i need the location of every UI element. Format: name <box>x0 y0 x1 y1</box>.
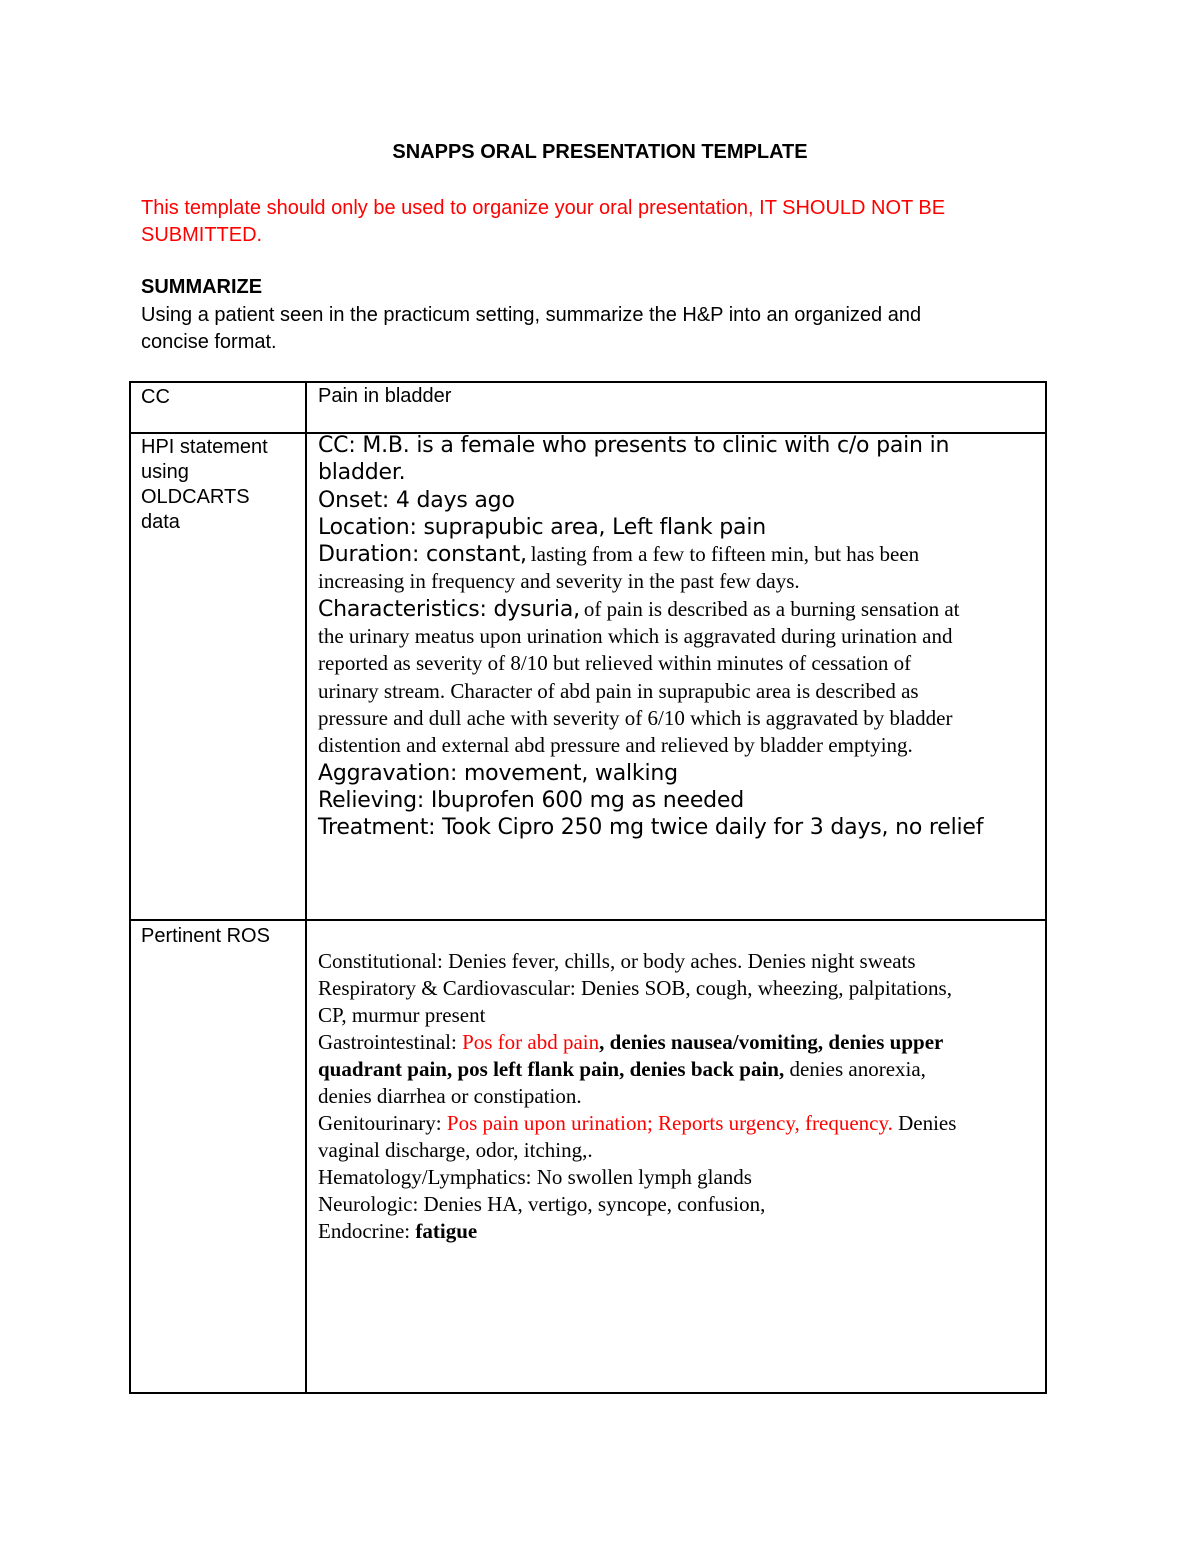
ros-respiratory: CP, murmur present <box>318 1003 486 1027</box>
hpi-duration <box>318 541 1048 568</box>
hpi-cc-line: CC: M.B. is a female who presents to clinic with c/o pain in <box>318 433 950 458</box>
hpi-aggravation: Aggravation: movement, walking <box>318 760 678 786</box>
section-description <box>141 302 1021 356</box>
description-line: Using a patient seen in the practicum setting, summarize the H&P into an organized and <box>141 304 922 326</box>
table-border-left <box>129 381 131 1394</box>
ros-gi-text: denies anorexia, <box>784 1057 926 1081</box>
ros-constitutional: Constitutional: Denies fever, chills, or body aches. Denies night sweats <box>318 949 916 973</box>
hpi-label-line: data <box>141 511 180 533</box>
hpi-label <box>141 435 268 535</box>
ros-gu-positive: Pos pain upon urination; Reports urgency, frequency. <box>446 1111 893 1135</box>
description-line: concise format. <box>141 331 277 353</box>
ros-respiratory: Respiratory & Cardiovascular: Denies SOB, cough, wheezing, palpitations, <box>318 976 952 1000</box>
hpi-characteristics-text: reported as severity of 8/10 but relieved within minutes of cessation of <box>318 651 912 676</box>
hpi-characteristics <box>318 596 1048 623</box>
ros-label: Pertinent ROS <box>141 925 270 947</box>
ros-gi-positive: Pos for abd pain <box>462 1030 600 1054</box>
hpi-treatment: Treatment: Took Cipro 250 mg twice daily for 3 days, no relief <box>318 815 984 841</box>
hpi-relieving: Relieving: Ibuprofen 600 mg as needed <box>318 787 745 813</box>
hpi-duration-label: Duration: constant, <box>318 542 527 568</box>
hpi-onset: Onset: 4 days ago <box>318 487 515 513</box>
ros-gastrointestinal <box>318 1056 1048 1083</box>
ros-genitourinary: vaginal discharge, odor, itching,. <box>318 1138 593 1162</box>
ros-gu-text: Denies <box>892 1111 957 1135</box>
hpi-characteristics-text: distention and external abd pressure and relieved by bladder emptying. <box>318 733 913 758</box>
ros-neurologic: Neurologic: Denies HA, vertigo, syncope, confusion, <box>318 1192 766 1216</box>
ros-gu-label: Genitourinary: <box>318 1111 447 1135</box>
section-heading-summarize: SUMMARIZE <box>141 276 263 298</box>
warning-line: SUBMITTED. <box>141 224 263 246</box>
hpi-cc-line: bladder. <box>318 460 406 486</box>
ros-genitourinary <box>318 1110 1048 1137</box>
warning-note <box>141 195 1041 249</box>
hpi-characteristics-text: urinary stream. Character of abd pain in suprapubic area is described as <box>318 678 919 703</box>
ros-gi-findings: quadrant pain, pos left flank pain, denies back pain, <box>318 1057 785 1081</box>
table-border-bottom <box>129 1392 1047 1394</box>
cc-label: CC <box>141 386 170 408</box>
ros-gi-findings: , denies nausea/vomiting, denies upper <box>599 1030 944 1054</box>
hpi-label-line: HPI statement <box>141 436 268 458</box>
ros-hematology: Hematology/Lymphatics: No swollen lymph glands <box>318 1165 752 1189</box>
page-title: SNAPPS ORAL PRESENTATION TEMPLATE <box>392 141 808 163</box>
hpi-characteristics-label: Characteristics: dysuria, <box>318 596 580 622</box>
ros-endocrine <box>318 1218 1048 1245</box>
ros-content <box>318 948 1048 1245</box>
ros-gastrointestinal: denies diarrhea or constipation. <box>318 1084 582 1108</box>
hpi-characteristics-text: of pain is described as a burning sensation at <box>583 596 960 621</box>
hpi-duration-text: lasting from a few to fifteen min, but has been <box>530 542 920 567</box>
cc-value: Pain in bladder <box>318 385 452 407</box>
hpi-characteristics-text: the urinary meatus upon urination which is aggravated during urination and <box>318 624 953 649</box>
table-row-divider <box>129 919 1047 921</box>
ros-gi-label: Gastrointestinal: <box>318 1030 463 1054</box>
hpi-label-line: OLDCARTS <box>141 486 250 508</box>
hpi-location: Location: suprapubic area, Left flank pain <box>318 514 766 540</box>
hpi-characteristics-text: pressure and dull ache with severity of 6/10 which is aggravated by bladder <box>318 705 953 730</box>
ros-endocrine-label: Endocrine: <box>318 1219 416 1243</box>
hpi-duration-text: increasing in frequency and severity in the past few days. <box>318 569 800 594</box>
hpi-label-line: using <box>141 461 189 483</box>
hpi-content <box>318 432 1048 841</box>
ros-gastrointestinal <box>318 1029 1048 1056</box>
table-column-divider <box>305 381 307 1394</box>
ros-endocrine-finding: fatigue <box>415 1219 478 1243</box>
table-border-top <box>129 381 1047 383</box>
warning-line: This template should only be used to organize your oral presentation, IT SHOULD NOT BE <box>141 197 946 219</box>
